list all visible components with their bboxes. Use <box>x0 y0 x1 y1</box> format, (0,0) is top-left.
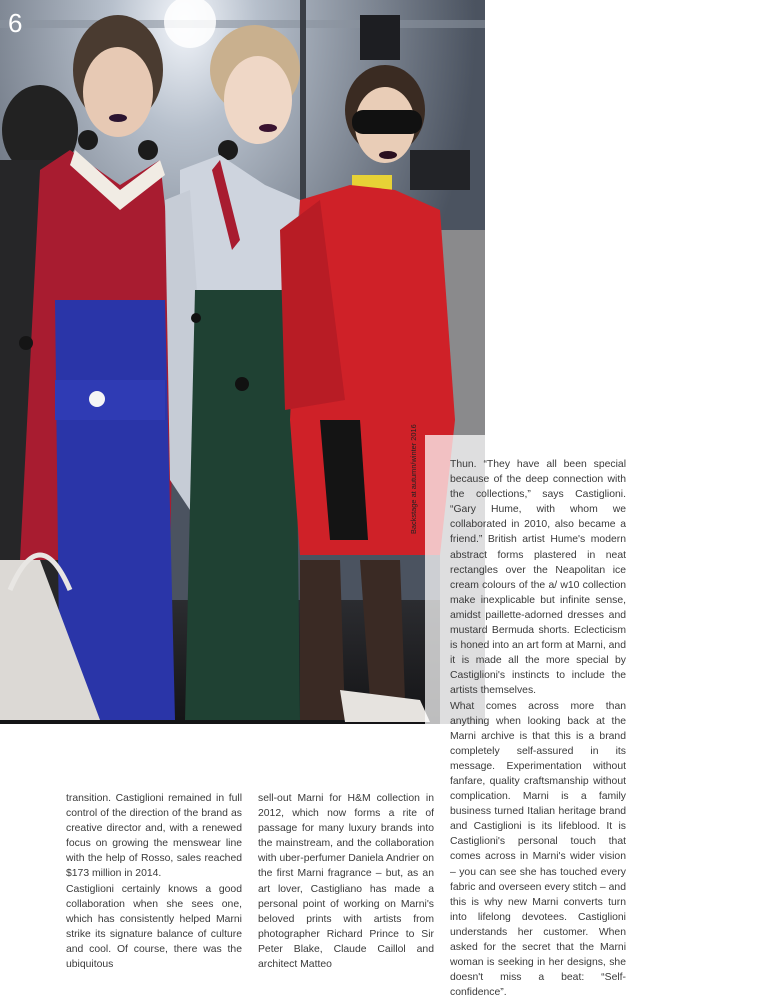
article-paragraph: What comes across more than anything when looking back at the Marni archive is that this is a brand completely self-assured in its message. Experimentation without fanfare, quality craftsmanship without complication. Marni is a family business turned Italian heritage brand and Castiglioni is its lifeblood. It is Castiglioni's personal touch that comes across in Marni's wider vision – you can see she has touched every fabric and overseen every stitch – and this is why new Marni converts turn into lifelong devotees. Castiglioni understands her customer. When asked for the secret that the Marni woman is seeking in her designs, she doesn't miss a beat: “Self-confidence”. <box>450 700 626 999</box>
article-column-1 <box>66 791 242 972</box>
article-paragraph: Thun. “They have all been special because of the deep connection with the collections,” says Castiglioni. “Gary Hume, with whom we collaborated in 2010, also became a friend.” British artist Hume's modern abstract forms plastered in neat rectangles over the Neapolitan ice cream colours of the a/ w10 collection make inexplicable but infinite sense, amidst paillette-adorned dresses and mustard Bermuda shorts. Eclecticism is honed into an art form at Marni, and it is made all the more special by Castiglioni's instincts to include the artists themselves. <box>450 459 626 697</box>
article-paragraph: transition. Castiglioni remained in full control of the direction of the brand as creative director and, with a renewed focus on growing the menswear line with the help of Rosso, sales reached $173 million in 2014. <box>66 793 242 880</box>
backstage-photo <box>0 0 485 724</box>
article-column-2 <box>258 791 434 972</box>
article-column-3 <box>450 457 626 1000</box>
article-paragraph: sell-out Marni for H&M collection in 2012, which now forms a rite of passage for many luxury brands into the mainstream, and the collaboration with uber-perfumer Daniela Andrier on the first Marni fragrance – but, as an art lover, Castigliano has made a personal point of working on Marni's beloved prints with artists from photographer Richard Prince to Sir Peter Blake, Claude Caillol and architect Matteo <box>258 793 434 971</box>
article-paragraph: Castiglioni certainly knows a good collaboration when she sees one, which has consistently helped Marni strike its signature balance of culture and cool. Of course, there was the ubiquitous <box>66 883 242 971</box>
backstage-photo-illustration <box>0 0 485 724</box>
page-number: 6 <box>8 8 23 38</box>
photo-caption: Backstage at autumn/winter 2016 <box>409 424 418 534</box>
